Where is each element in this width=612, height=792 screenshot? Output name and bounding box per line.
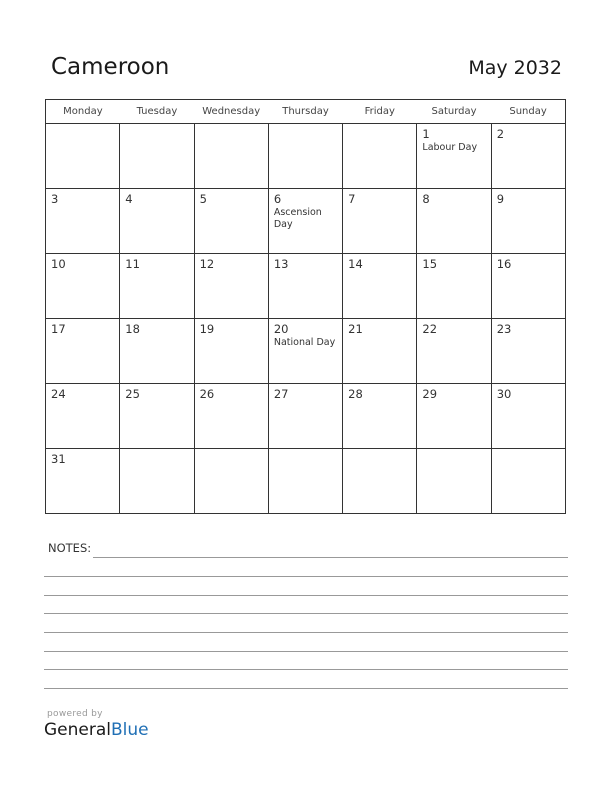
- generalblue-logo[interactable]: [44, 720, 149, 740]
- day-number: 19: [199, 322, 215, 336]
- weekday-header-row: [46, 100, 566, 124]
- day-number: 30: [496, 387, 512, 401]
- calendar-week-row: [46, 124, 566, 189]
- day-number: 22: [422, 322, 438, 336]
- calendar-day-cell: [268, 254, 342, 319]
- calendar-day-cell: [268, 449, 342, 514]
- calendar-day-cell: [120, 189, 194, 254]
- weekday-header: Sunday: [491, 100, 565, 124]
- calendar-week-row: [46, 449, 566, 514]
- calendar-day-cell: [120, 449, 194, 514]
- day-number: 12: [199, 257, 215, 271]
- calendar-day-cell: [120, 124, 194, 189]
- calendar-day-cell: [268, 124, 342, 189]
- day-number: 20: [273, 322, 289, 336]
- day-number: 28: [348, 387, 363, 401]
- notes-line: [44, 651, 568, 652]
- day-number: 5: [199, 192, 207, 206]
- day-number: 27: [273, 387, 289, 401]
- calendar-day-cell: [194, 124, 268, 189]
- day-number: 11: [125, 257, 140, 271]
- calendar-week-row: [46, 189, 566, 254]
- calendar-day-cell: [46, 189, 120, 254]
- calendar-week-row: [46, 319, 566, 384]
- calendar-day-cell: [268, 384, 342, 449]
- calendar-day-cell: [120, 384, 194, 449]
- calendar-week-row: [46, 384, 566, 449]
- day-number: 8: [422, 192, 430, 206]
- brand-general: General: [44, 720, 111, 740]
- notes-line: [44, 669, 568, 670]
- day-number: 26: [199, 387, 215, 401]
- day-number: 31: [51, 452, 66, 466]
- day-number: 9: [496, 192, 505, 206]
- weekday-header: Friday: [343, 100, 417, 124]
- notes-line: [44, 595, 568, 596]
- notes-label: NOTES:: [48, 541, 92, 555]
- calendar-day-cell: [46, 124, 120, 189]
- calendar-day-cell: [343, 124, 417, 189]
- notes-line: [93, 557, 568, 558]
- notes-line: [44, 613, 568, 614]
- day-number: 15: [422, 257, 438, 271]
- month-year-title: May 2032: [468, 57, 562, 79]
- day-number: 3: [51, 192, 59, 206]
- calendar-day-cell: [417, 319, 491, 384]
- day-number: 10: [51, 257, 66, 271]
- day-number: 7: [348, 192, 356, 206]
- calendar-day-cell: [268, 189, 342, 254]
- day-number: 14: [348, 257, 363, 271]
- day-number: 25: [125, 387, 140, 401]
- calendar-day-cell: [491, 124, 565, 189]
- day-number: 23: [496, 322, 512, 336]
- weekday-header: Tuesday: [120, 100, 194, 124]
- calendar-day-cell: [46, 319, 120, 384]
- calendar-day-cell: [120, 254, 194, 319]
- calendar-day-cell: [491, 189, 565, 254]
- notes-line: [44, 632, 568, 633]
- holiday-label: National Day: [273, 337, 336, 348]
- calendar-day-cell: [417, 254, 491, 319]
- calendar-day-cell: [491, 319, 565, 384]
- notes-line: [44, 688, 568, 689]
- day-number: 17: [51, 322, 66, 336]
- calendar-day-cell: [491, 384, 565, 449]
- calendar-day-cell: [120, 319, 194, 384]
- calendar-day-cell: [417, 449, 491, 514]
- calendar-day-cell: [491, 254, 565, 319]
- country-title: Cameroon: [51, 54, 170, 80]
- calendar-day-cell: [46, 254, 120, 319]
- calendar-day-cell: [417, 189, 491, 254]
- calendar-day-cell: [194, 384, 268, 449]
- powered-by-text: powered by: [47, 709, 103, 719]
- day-number: 18: [125, 322, 140, 336]
- day-number: 29: [422, 387, 438, 401]
- calendar-day-cell: [417, 124, 491, 189]
- weekday-header: Monday: [46, 100, 120, 124]
- calendar-day-cell: [46, 384, 120, 449]
- weekday-header: Thursday: [268, 100, 342, 124]
- calendar-week-row: [46, 254, 566, 319]
- calendar-grid: [45, 99, 566, 514]
- holiday-label: Ascension Day: [273, 207, 322, 230]
- calendar-day-cell: [343, 189, 417, 254]
- calendar-day-cell: [417, 384, 491, 449]
- brand-blue: Blue: [111, 720, 149, 740]
- calendar-day-cell: [46, 449, 120, 514]
- day-number: 24: [51, 387, 66, 401]
- day-number: 6: [273, 192, 282, 206]
- calendar-day-cell: [194, 254, 268, 319]
- holiday-label: Labour Day: [422, 142, 478, 153]
- calendar-day-cell: [194, 449, 268, 514]
- calendar-day-cell: [268, 319, 342, 384]
- calendar-day-cell: [343, 319, 417, 384]
- calendar-day-cell: [194, 189, 268, 254]
- calendar-day-cell: [194, 319, 268, 384]
- day-number: 4: [125, 192, 133, 206]
- weekday-header: Wednesday: [194, 100, 268, 124]
- calendar-day-cell: [343, 384, 417, 449]
- day-number: 16: [496, 257, 512, 271]
- calendar-day-cell: [491, 449, 565, 514]
- weekday-header: Saturday: [417, 100, 491, 124]
- day-number: 21: [348, 322, 363, 336]
- notes-line: [44, 576, 568, 577]
- day-number: 1: [422, 127, 430, 141]
- day-number: 2: [496, 127, 505, 141]
- calendar-day-cell: [343, 449, 417, 514]
- day-number: 13: [273, 257, 289, 271]
- calendar-day-cell: [343, 254, 417, 319]
